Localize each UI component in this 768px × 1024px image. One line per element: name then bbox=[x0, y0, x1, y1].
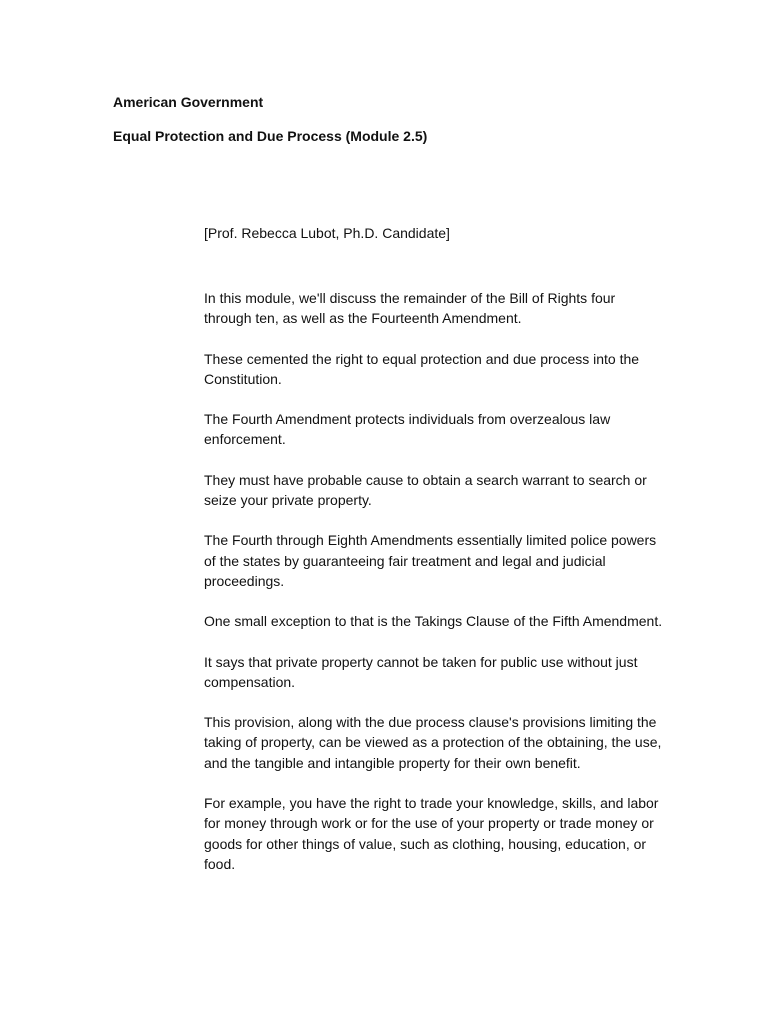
paragraph-6: One small exception to that is the Takings Clause of the Fifth Amendment. bbox=[204, 613, 663, 630]
document-title: American Government bbox=[113, 94, 264, 110]
document-body bbox=[204, 288, 664, 894]
document-subtitle: Equal Protection and Due Process (Module 2.5) bbox=[113, 128, 428, 144]
paragraph-9: For example, you have the right to trade your knowledge, skills, and labor for money through work or for the use of your property or trade money or goods for other things of value, such as clothing, housing, education, or food. bbox=[204, 795, 659, 872]
paragraph-2: These cemented the right to equal protection and due process into the Constitution. bbox=[204, 350, 640, 387]
paragraph-3: The Fourth Amendment protects individuals from overzealous law enforcement. bbox=[204, 411, 611, 448]
paragraph-7: It says that private property cannot be taken for public use without just compensation. bbox=[204, 653, 638, 690]
paragraph-8: This provision, along with the due process clause's provisions limiting the taking of property, can be viewed as a protection of the obtaining, the use, and the tangible and intangible property for their own benefit. bbox=[204, 714, 662, 771]
paragraph-5: The Fourth through Eighth Amendments essentially limited police powers of the states by guaranteeing fair treatment and legal and judicial proceedings. bbox=[204, 532, 657, 589]
paragraph-4: They must have probable cause to obtain a search warrant to search or seize your private property. bbox=[204, 471, 647, 509]
paragraph-1: In this module, we'll discuss the remainder of the Bill of Rights four through ten, as well as the Fourteenth Amendment. bbox=[204, 290, 616, 327]
author-byline: [Prof. Rebecca Lubot, Ph.D. Candidate] bbox=[204, 225, 450, 241]
